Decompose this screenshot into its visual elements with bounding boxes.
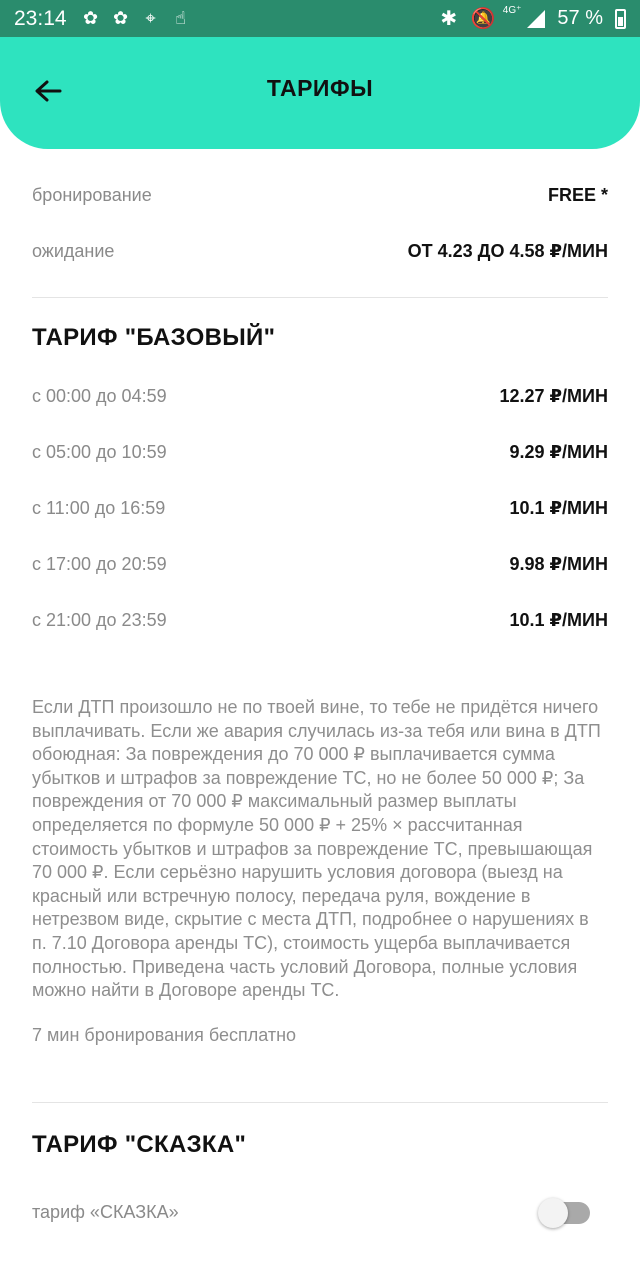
app-icon: ✿ xyxy=(83,8,99,28)
booking-row xyxy=(32,167,608,223)
tariff-row xyxy=(32,424,608,480)
battery-icon xyxy=(615,9,626,29)
price-value: 10.1 ₽/МИН xyxy=(509,609,608,630)
page-title: ТАРИФЫ xyxy=(266,75,374,101)
tariff-skazka-title: ТАРИФ "СКАЗКА" xyxy=(32,1130,247,1158)
map-pin-icon: ⌖ xyxy=(145,8,156,28)
tariff-row xyxy=(32,592,608,648)
price-value: 12.27 ₽/МИН xyxy=(499,385,608,406)
booking-label: бронирование xyxy=(32,184,152,205)
waiting-row xyxy=(32,223,608,279)
time-range-label: с 05:00 до 10:59 xyxy=(32,441,167,462)
battery-percent: 57 % xyxy=(557,7,603,29)
insurance-description: Если ДТП произошло не по твоей вине, то тебе не придётся ничего выплачивать. Если же авария случилась из-за тебя или вина в ДТП обоюдная: За повреждения до 70 000 ₽ выплачивается сумма убытков и штрафов за повреждение ТС, но не более 50 000 ₽; За повреждения от 70 000 ₽ максимальный размер выплаты определяется по формуле 50 000 ₽ + 25% × рассчитанная стоимость убытков и штрафов за повреждение ТС, превышающая 70 000 ₽. Если серьёзно нарушить условия договора (выезд на красный или встречную полосу, передача руля, вождение в нетрезвом виде, скрытие с места ДТП, подробнее о нарушениях в п. 7.10 Договора аренды ТС), стоимость ущерба выплачивается полностью. Приведена часть условий Договора, полные условия можно найти в Договоре аренды ТС. xyxy=(32,697,601,1001)
time-range-label: с 00:00 до 04:59 xyxy=(32,385,167,406)
tariff-basic-title: ТАРИФ "БАЗОВЫЙ" xyxy=(32,324,276,351)
time-range-label: с 21:00 до 23:59 xyxy=(32,609,167,630)
gesture-icon: ☝ xyxy=(175,8,187,28)
tariff-row xyxy=(32,536,608,592)
status-bar xyxy=(0,0,640,37)
price-value: 10.1 ₽/МИН xyxy=(509,497,608,518)
tariff-row xyxy=(32,480,608,536)
time-range-label: с 17:00 до 20:59 xyxy=(32,553,167,574)
booking-value: FREE * xyxy=(547,184,608,205)
network-type: 4G⁺ xyxy=(502,5,522,16)
mute-bell-icon: 🔕 xyxy=(470,8,496,30)
price-value: 9.29 ₽/МИН xyxy=(509,441,608,462)
signal-icon xyxy=(527,10,545,28)
status-time: 23:14 xyxy=(14,6,67,30)
skazka-toggle-switch[interactable] xyxy=(540,1202,590,1224)
free-booking-note: 7 мин бронирования бесплатно xyxy=(32,1024,297,1045)
waiting-value: ОТ 4.23 ДО 4.58 ₽/МИН xyxy=(407,240,608,261)
tariffs-content xyxy=(32,149,608,1241)
bluetooth-icon: ✱ xyxy=(440,8,458,30)
time-range-label: с 11:00 до 16:59 xyxy=(32,497,166,518)
app-icon: ✿ xyxy=(113,8,129,28)
skazka-toggle-row[interactable] xyxy=(32,1185,608,1241)
price-value: 9.98 ₽/МИН xyxy=(509,553,608,574)
toggle-knob xyxy=(538,1198,568,1228)
skazka-toggle-label: тариф «СКАЗКА» xyxy=(32,1202,179,1223)
app-header xyxy=(0,37,640,149)
waiting-label: ожидание xyxy=(32,240,115,261)
tariff-row xyxy=(32,368,608,424)
